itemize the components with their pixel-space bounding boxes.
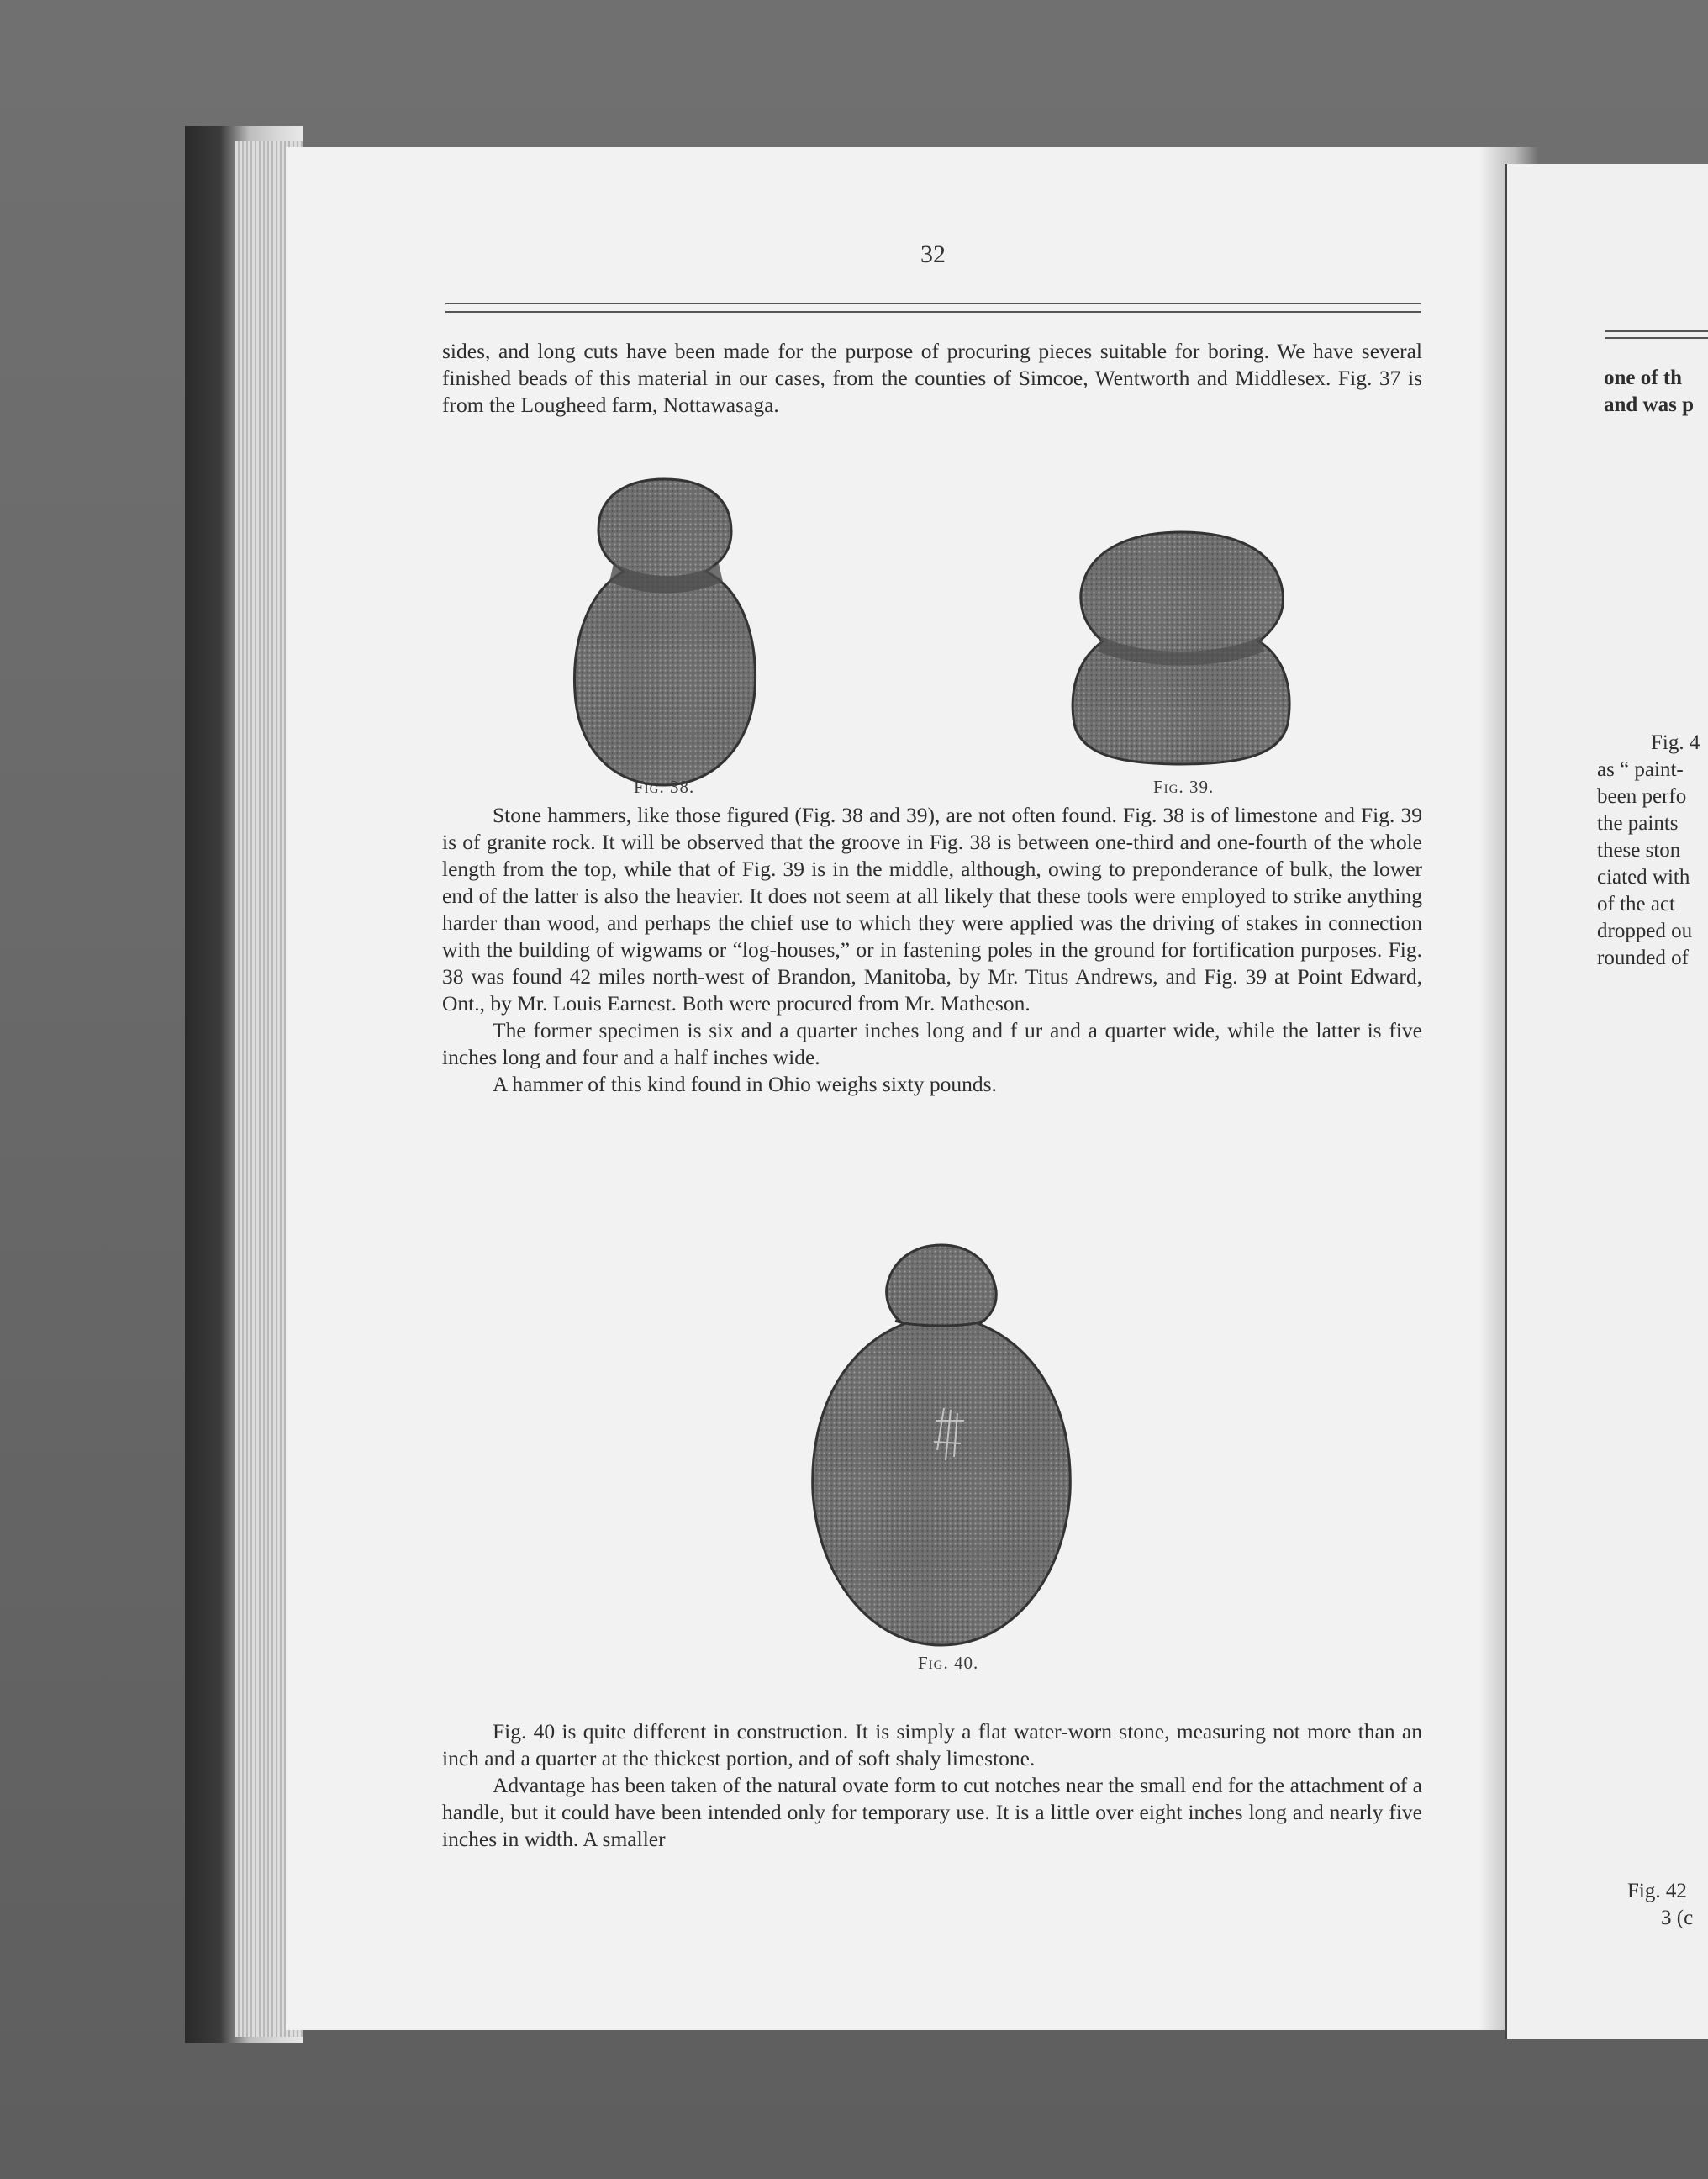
paragraph: A hammer of this kind found in Ohio weighs sixty pounds.	[493, 1072, 997, 1096]
right-page-line: and was p	[1604, 393, 1694, 416]
right-page-line: Fig. 42	[1627, 1880, 1687, 1902]
right-page-line: the paints	[1597, 812, 1679, 835]
header-rule	[445, 303, 1421, 304]
right-page-line: been perfo	[1597, 785, 1687, 808]
paragraph: The former specimen is six and a quarter inches long and f ur and a quarter wide, while the latter is five inches long and four and a half inches wide.	[442, 1018, 1422, 1069]
right-page-line: Fig. 4	[1651, 731, 1700, 754]
text-block-top	[442, 338, 1422, 419]
right-page-line: 3 (c	[1661, 1907, 1694, 1929]
right-page	[1505, 164, 1708, 2039]
paragraph: sides, and long cuts have been made for the purpose of procuring pieces suitable for boring. We have several finished beads of this material in our cases, from the counties of Simcoe, Wentworth and Middlesex. Fig. 37 is from the Lougheed farm, Nottawasaga.	[442, 339, 1422, 417]
right-page-line: as “ paint-	[1597, 758, 1684, 781]
fig-39-caption: Fig. 39.	[1153, 777, 1215, 797]
right-page-line: dropped ou	[1597, 920, 1693, 942]
header-rule-double	[445, 311, 1421, 313]
page-number: 32	[920, 240, 946, 268]
fig-40-caption: Fig. 40.	[918, 1653, 979, 1673]
fig-39-stone-hammer-image	[1068, 525, 1294, 769]
right-page-rule-double	[1605, 337, 1708, 339]
right-page-rule	[1605, 330, 1708, 332]
paragraph: Fig. 40 is quite different in construction. It is simply a flat water-worn stone, measuring not more than an inch and a quarter at the thickest portion, and of soft shaly limestone.	[442, 1719, 1422, 1770]
right-page-line: these ston	[1597, 839, 1681, 862]
fig-38-stone-hammer-image	[563, 472, 765, 792]
right-page-line: one of th	[1604, 367, 1683, 389]
right-page-line: ciated with	[1597, 866, 1690, 889]
paragraph: Advantage has been taken of the natural ovate form to cut notches near the small end for the attachment of a handle, but it could have been intended only for temporary use. It is a little over eight inches long and nearly five inches in width. A smaller	[442, 1773, 1422, 1851]
fig-38-caption: Fig. 38.	[634, 777, 695, 797]
text-block-middle	[442, 802, 1422, 1098]
fig-40-notched-stone-image	[803, 1240, 1080, 1652]
text-block-bottom	[442, 1718, 1422, 1853]
right-page-line: rounded of	[1597, 947, 1689, 969]
paragraph: Stone hammers, like those figured (Fig. 38 and 39), are not often found. Fig. 38 is of limestone and Fig. 39 is of granite rock. It will be observed that the groove in Fig. 38 is between one-third and one-fourth of the whole length from the top, while that of Fig. 39 is in the middle, although, owing to preponderance of bulk, the lower end of the latter is also the heavier. It does not seem at all likely that these tools were employed to strike anything harder than wood, and perhaps the chief use to which they were applied was the driving of stakes in connection with the building of wigwams or “log-houses,” or in fastening poles in the ground for fortification purposes. Fig. 38 was found 42 miles north-west of Brandon, Manitoba, by Mr. Titus Andrews, and Fig. 39 at Point Edward, Ont., by Mr. Louis Earnest. Both were procured from Mr. Matheson.	[442, 803, 1422, 1016]
right-page-line: of the act	[1597, 893, 1676, 915]
